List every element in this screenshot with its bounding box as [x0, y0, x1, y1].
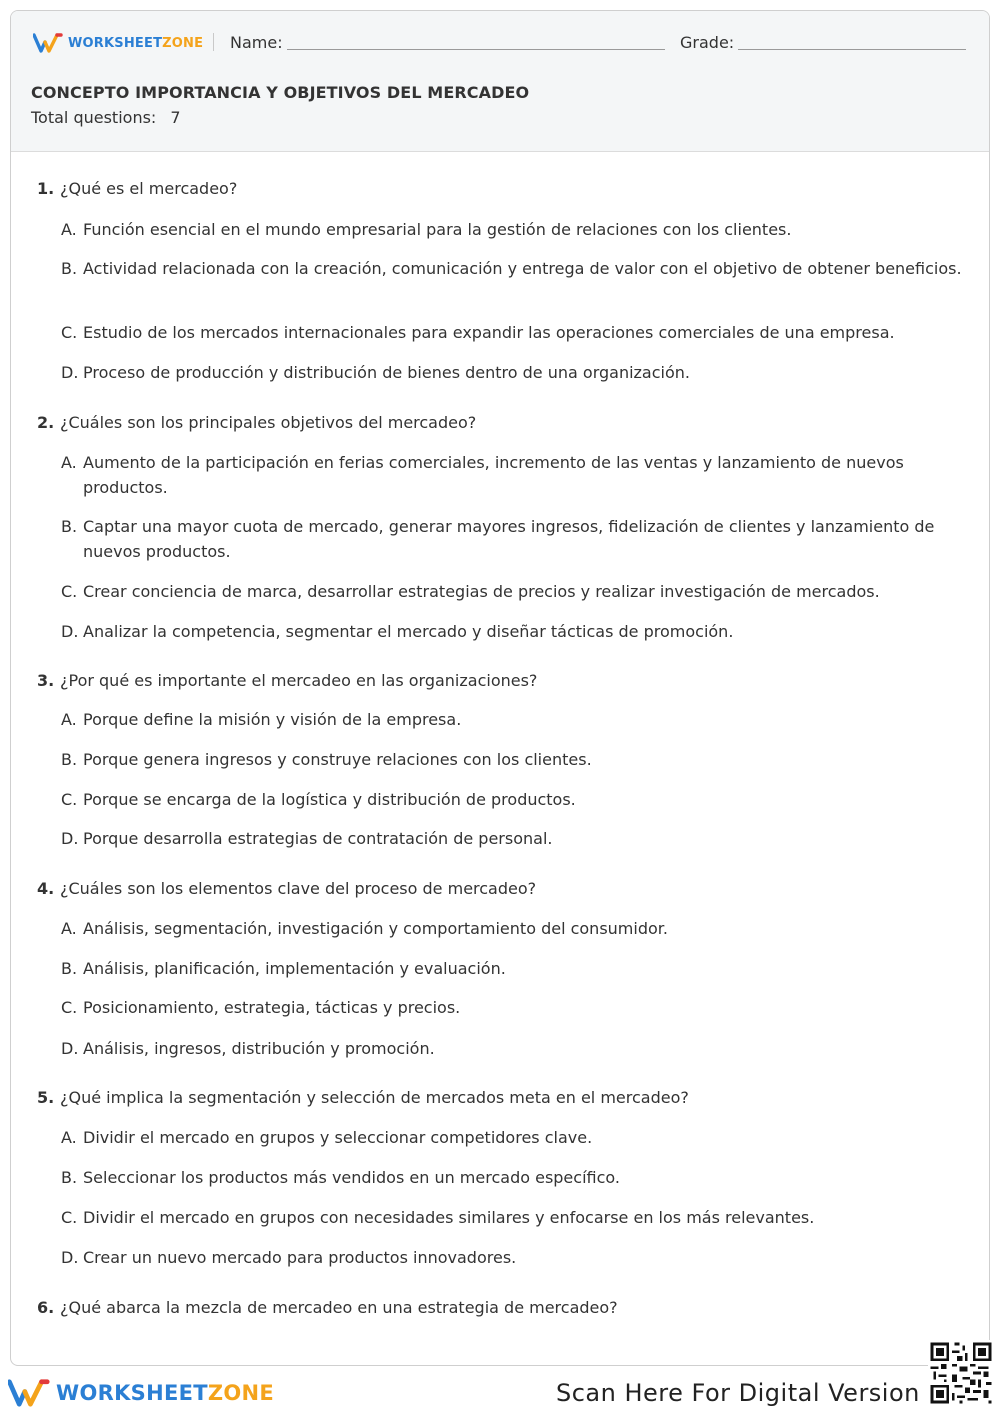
option-4c[interactable] — [61, 995, 963, 1020]
question-5 — [37, 1088, 689, 1107]
worksheet-header — [11, 11, 989, 152]
footer-logo — [8, 1376, 274, 1410]
question-text: ¿Qué abarca la mezcla de mercadeo en una estrategia de mercadeo? — [60, 1298, 618, 1317]
header-divider — [213, 33, 214, 51]
option-1d[interactable] — [61, 360, 963, 385]
option-letter: A. — [61, 220, 77, 239]
option-3b[interactable] — [61, 747, 963, 772]
question-number: 3. — [37, 671, 55, 690]
option-text: Función esencial en el mundo empresarial para la gestión de relaciones con los clientes. — [83, 220, 792, 239]
option-letter: A. — [61, 453, 77, 472]
question-6 — [37, 1298, 618, 1317]
total-questions — [31, 108, 181, 127]
option-text: Dividir el mercado en grupos y seleccionar competidores clave. — [83, 1128, 593, 1147]
option-text: Porque define la misión y visión de la empresa. — [83, 710, 462, 729]
option-letter: A. — [61, 919, 77, 938]
scan-text: Scan Here For Digital Version — [556, 1379, 920, 1407]
worksheetzone-logo-icon — [8, 1378, 50, 1408]
option-5a[interactable] — [61, 1125, 963, 1150]
option-4b[interactable] — [61, 956, 963, 981]
qr-code-icon[interactable] — [928, 1340, 994, 1406]
question-number: 6. — [37, 1298, 55, 1317]
worksheetzone-logo-icon — [33, 33, 63, 53]
question-text: ¿Cuáles son los principales objetivos del mercadeo? — [60, 413, 477, 432]
name-label: Name: — [230, 33, 283, 52]
option-letter: D. — [61, 829, 79, 848]
option-letter: C. — [61, 323, 78, 342]
option-2c[interactable] — [61, 579, 963, 604]
total-questions-value: 7 — [170, 108, 181, 127]
question-4 — [37, 879, 536, 898]
question-3 — [37, 671, 537, 690]
option-5c[interactable] — [61, 1205, 963, 1230]
total-questions-label: Total questions: — [31, 108, 157, 127]
option-text: Analizar la competencia, segmentar el mercado y diseñar tácticas de promoción. — [83, 622, 734, 641]
option-1a[interactable] — [61, 217, 963, 242]
option-letter: B. — [61, 959, 78, 978]
brand-word-1: WORKSHEET — [56, 1381, 208, 1405]
option-letter: D. — [61, 622, 79, 641]
option-5b[interactable] — [61, 1165, 963, 1190]
option-text: Porque desarrolla estrategias de contratación de personal. — [83, 829, 553, 848]
option-2d[interactable] — [61, 619, 963, 644]
option-letter: C. — [61, 998, 78, 1017]
option-text: Seleccionar los productos más vendidos en un mercado específico. — [83, 1168, 620, 1187]
header-logo — [33, 33, 203, 53]
option-text: Captar una mayor cuota de mercado, generar mayores ingresos, fidelización de clientes y lanzamiento de nuevos productos. — [83, 517, 935, 561]
option-2b[interactable] — [61, 514, 963, 564]
option-2a[interactable] — [61, 450, 963, 500]
question-text: ¿Cuáles son los elementos clave del proceso de mercadeo? — [60, 879, 537, 898]
option-1c[interactable] — [61, 320, 963, 345]
option-letter: C. — [61, 790, 78, 809]
question-number: 4. — [37, 879, 55, 898]
option-letter: C. — [61, 582, 78, 601]
option-letter: B. — [61, 517, 78, 536]
option-text: Aumento de la participación en ferias comerciales, incremento de las ventas y lanzamiento de nuevos productos. — [83, 453, 904, 497]
option-letter: C. — [61, 1208, 78, 1227]
option-1b[interactable] — [61, 256, 963, 281]
option-letter: B. — [61, 1168, 78, 1187]
option-3a[interactable] — [61, 707, 963, 732]
option-5d[interactable] — [61, 1245, 963, 1270]
name-field[interactable] — [287, 49, 665, 50]
option-text: Análisis, ingresos, distribución y promoción. — [83, 1039, 435, 1058]
option-text: Porque se encarga de la logística y distribución de productos. — [83, 790, 576, 809]
option-text: Posicionamiento, estrategia, tácticas y precios. — [83, 998, 461, 1017]
option-text: Análisis, segmentación, investigación y comportamiento del consumidor. — [83, 919, 668, 938]
question-text: ¿Qué es el mercadeo? — [60, 179, 238, 198]
option-text: Análisis, planificación, implementación y evaluación. — [83, 959, 506, 978]
option-letter: D. — [61, 1248, 79, 1267]
option-text: Crear un nuevo mercado para productos innovadores. — [83, 1248, 517, 1267]
option-text: Proceso de producción y distribución de bienes dentro de una organización. — [83, 363, 690, 382]
grade-label: Grade: — [680, 33, 735, 52]
question-number: 1. — [37, 179, 55, 198]
worksheet-title: CONCEPTO IMPORTANCIA Y OBJETIVOS DEL MERCADEO — [31, 83, 530, 102]
option-3c[interactable] — [61, 787, 963, 812]
question-number: 2. — [37, 413, 55, 432]
worksheet-card — [10, 10, 990, 1366]
brand-word-1: WORKSHEET — [68, 35, 163, 51]
option-text: Dividir el mercado en grupos con necesidades similares y enfocarse en los más relevantes. — [83, 1208, 815, 1227]
option-text: Estudio de los mercados internacionales para expandir las operaciones comerciales de una empresa. — [83, 323, 895, 342]
option-4a[interactable] — [61, 916, 963, 941]
grade-field[interactable] — [738, 49, 966, 50]
brand-word-2: ZONE — [207, 1381, 275, 1405]
question-1 — [37, 179, 237, 198]
option-text: Actividad relacionada con la creación, comunicación y entrega de valor con el objetivo de obtener beneficios. — [83, 259, 962, 278]
question-number: 5. — [37, 1088, 55, 1107]
option-letter: D. — [61, 363, 79, 382]
question-text: ¿Por qué es importante el mercadeo en las organizaciones? — [60, 671, 538, 690]
option-text: Crear conciencia de marca, desarrollar estrategias de precios y realizar investigación de mercados. — [83, 582, 880, 601]
option-letter: A. — [61, 1128, 77, 1147]
option-text: Porque genera ingresos y construye relaciones con los clientes. — [83, 750, 592, 769]
option-3d[interactable] — [61, 826, 963, 851]
option-letter: D. — [61, 1039, 79, 1058]
option-letter: B. — [61, 750, 78, 769]
option-letter: A. — [61, 710, 77, 729]
option-4d[interactable] — [61, 1036, 963, 1061]
option-letter: B. — [61, 259, 78, 278]
question-2 — [37, 413, 476, 432]
question-text: ¿Qué implica la segmentación y selección de mercados meta en el mercadeo? — [60, 1088, 689, 1107]
brand-word-2: ZONE — [162, 35, 204, 51]
